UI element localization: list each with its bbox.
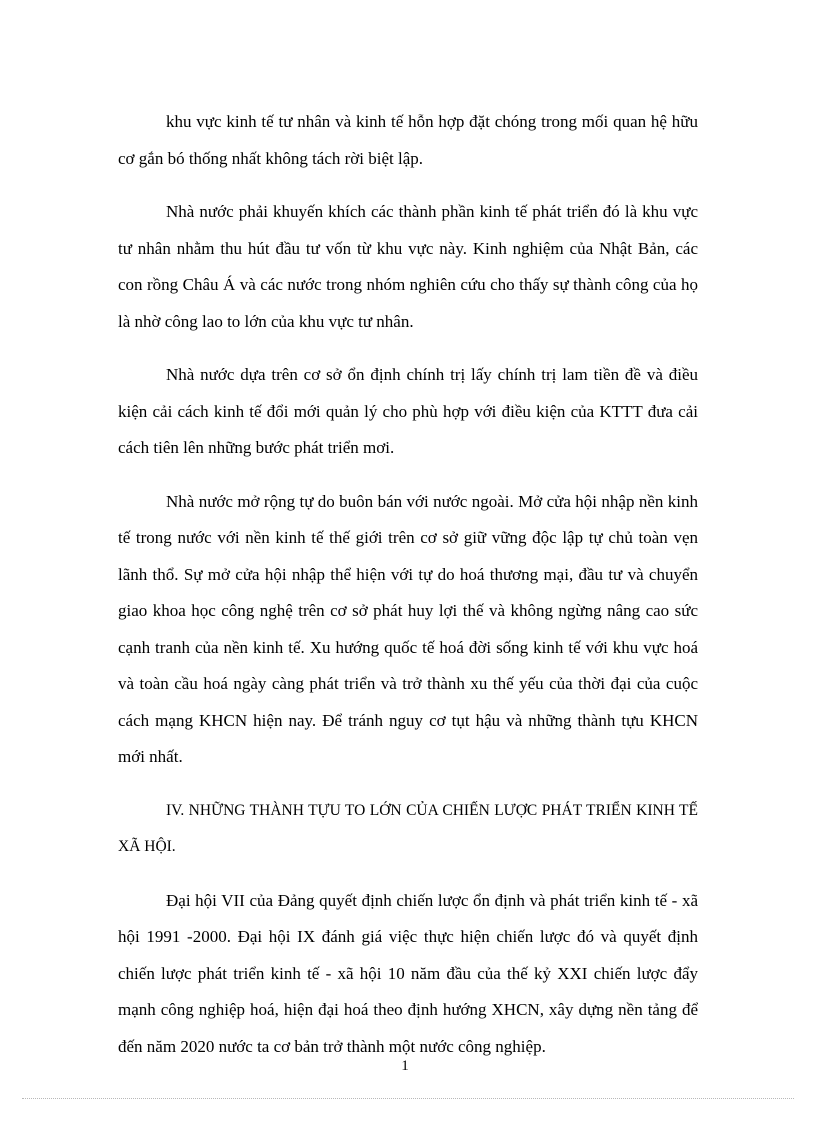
paragraph-private-sector: Nhà nước phải khuyến khích các thành phần kinh tế phát triển đó là khu vực tư nhân nhằm thu hút đầu tư vốn từ khu vực này. Kinh nghiệm của Nhật Bản, các con rồng Châu Á và các nước trong nhóm nghiên cứu cho thấy sự thành công của họ là nhờ công lao to lớn của khu vực tư nhân.	[118, 202, 698, 331]
paragraph-open-trade: Nhà nước mở rộng tự do buôn bán với nước ngoài. Mở cửa hội nhập nền kinh tế trong nước với nền kinh tế thế giới trên cơ sở giữ vững độc lập tự chủ toàn vẹn lãnh thổ. Sự mở cửa hội nhập thể hiện với tự do hoá thương mại, đầu tư và chuyển giao khoa học công nghệ trên cơ sở phát huy lợi thế và không ngừng nâng cao sức cạnh tranh của nền kinh tế. Xu hướng quốc tế hoá đời sống kinh tế với khu vực hoá và toàn cầu hoá ngày càng phát triển và trở thành xu thế yếu của thời đại của cuộc cách mạng KHCN hiện nay. Để tránh nguy cơ tụt hậu và những thành tựu KHCN mới nhất.	[118, 491, 698, 766]
paragraph-party-congress: Đại hội VII của Đảng quyết định chiến lược ổn định và phát triển kinh tế - xã hội 1991 -2000. Đại hội IX đánh giá việc thực hiện chiến lược đó và quyết định chiến lược phát triển kinh tế - xã hội 10 năm đầu của thế kỷ XXI chiến lược đẩy mạnh công nghiệp hoá, hiện đại hoá theo định hướng XHCN, xây dựng nền tảng để đến năm 2020 nước ta cơ bản trở thành một nước công nghiệp.	[118, 890, 698, 1056]
section-heading: IV. NHỮNG THÀNH TỰU TO LỚN CỦA CHIẾN LƯỢC PHÁT TRIỂN KINH TẾ XÃ HỘI.	[118, 801, 698, 855]
paragraph-continuation: khu vực kinh tế tư nhân và kinh tế hỗn hợp đặt chóng trong mối quan hệ hữu cơ gắn bó thống nhất không tách rời biệt lập.	[118, 112, 698, 168]
page-bottom-divider	[22, 1098, 794, 1099]
page-number: 1	[401, 1058, 409, 1074]
paragraph-political-stability: Nhà nước dựa trên cơ sở ổn định chính trị lấy chính trị lam tiền đề và điều kiện cải cách kinh tế đổi mới quản lý cho phù hợp với điều kiện của KTTT đưa cải cách tiên lên những bước phát triển mơi.	[118, 365, 698, 457]
document-body	[118, 104, 698, 1082]
